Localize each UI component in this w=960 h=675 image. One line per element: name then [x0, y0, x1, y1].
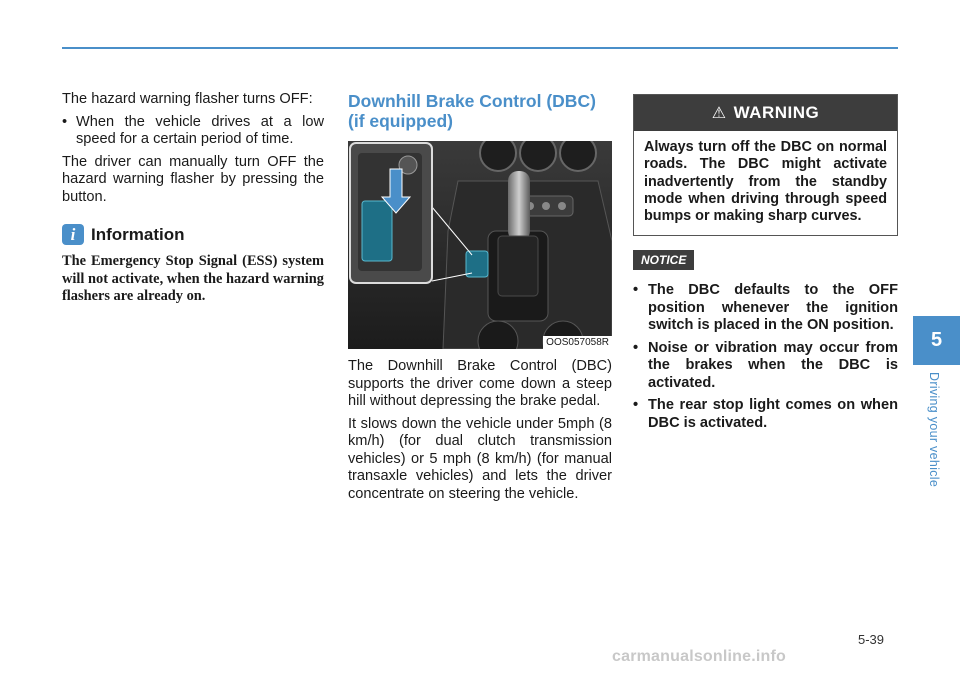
warning-box — [633, 94, 898, 236]
intro-text: The hazard warning flasher turns OFF: — [62, 91, 313, 107]
warning-title: WARNING — [733, 103, 820, 122]
chapter-title-vertical — [922, 372, 946, 502]
body-paragraph: The Downhill Brake Control (DBC) supports the driver come down a steep hill without depressing the brake pedal. — [348, 358, 612, 409]
section-title-line: (if equipped) — [348, 111, 453, 131]
chapter-tab: 5 — [913, 316, 960, 365]
bullet-dot: • — [633, 397, 639, 414]
information-header — [62, 224, 324, 245]
information-title: Information — [91, 224, 185, 244]
section-title-line: Downhill Brake Control (DBC) — [348, 91, 596, 111]
list-item-text: The rear stop light comes on when DBC is activated. — [648, 397, 898, 431]
information-body: The Emergency Stop Signal (ESS) system will not activate, when the hazard warning flashers are already on. — [62, 253, 324, 305]
header-rule — [62, 47, 898, 49]
warning-text: Always turn off the DBC on normal roads. The DBC might activate inadvertently from the standby mode when driving through speed bumps or making sharp curves. — [644, 139, 887, 225]
list-item-text: When the vehicle drives at a low speed for a certain period of time. — [76, 113, 324, 147]
section-title — [348, 91, 612, 131]
watermark: carmanualsonline.info — [612, 648, 787, 665]
list-item — [633, 340, 898, 393]
section-body — [348, 358, 612, 503]
list-item — [633, 397, 898, 432]
notice-badge: NOTICE — [633, 250, 694, 270]
bullet-dot: • — [633, 282, 639, 299]
right-column — [633, 94, 898, 437]
chapter-title: Driving your vehicle — [927, 372, 941, 488]
body-paragraph: It slows down the vehicle under 5mph (8 km/h) (for dual clutch transmission vehicles) or 5 mph (8 km/h) (for manual transaxle vehicles) and lets the driver concentrate on steering the vehicle. — [348, 415, 612, 502]
info-icon: i — [62, 224, 84, 245]
warning-header — [634, 95, 897, 131]
console-illustration — [348, 141, 612, 349]
bullet-dot: • — [633, 339, 639, 356]
notice-list — [633, 282, 898, 432]
page-number: 5-39 — [858, 632, 885, 647]
middle-column — [348, 91, 612, 508]
left-column — [62, 91, 324, 306]
body-paragraph: The driver can manually turn OFF the hazard warning flasher by pressing the button. — [62, 153, 324, 205]
bullet-dot: • — [62, 113, 68, 130]
dbc-button-figure — [348, 141, 612, 349]
list-item-text: The DBC defaults to the OFF position whenever the ignition switch is placed in the ON position. — [648, 282, 898, 334]
list-item-text: Noise or vibration may occur from the brakes when the DBC is activated. — [648, 339, 898, 391]
figure-code: OOS057058R — [543, 336, 612, 349]
warning-triangle-icon: ⚠ — [711, 105, 727, 122]
list-item — [633, 282, 898, 335]
list-item — [62, 114, 324, 149]
